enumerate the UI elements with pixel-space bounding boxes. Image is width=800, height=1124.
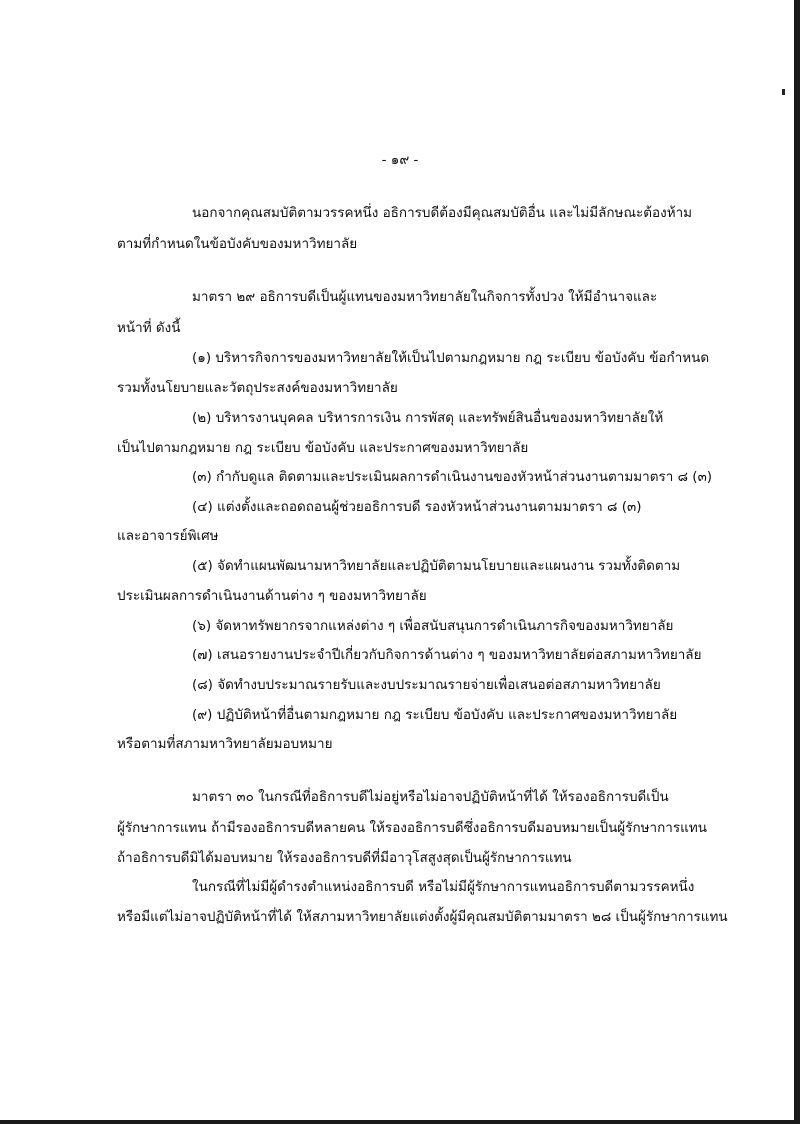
section-30-p2-line-2: หรือมีแต่ไม่อาจปฏิบัติหน้าที่ได้ ให้สภามหาวิทยาลัยแต่งตั้งผู้มีคุณสมบัติตามมาตรา ๒๘ เป็นผู้รักษาการแทน <box>117 909 728 925</box>
section-30-p1-line-2: ผู้รักษาการแทน ถ้ามีรองอธิการบดีหลายคน ให้รองอธิการบดีซึ่งอธิการบดีมอบหมายเป็นผู้รักษาการแทน <box>117 820 707 836</box>
section-29-item-8: (๘) จัดทำงบประมาณรายรับและงบประมาณรายจ่ายเพื่อเสนอต่อสภามหาวิทยาลัย <box>192 677 661 693</box>
intro-line-2: ตามที่กำหนดในข้อบังคับของมหาวิทยาลัย <box>117 236 358 252</box>
section-29-item-4-cont: และอาจารย์พิเศษ <box>117 528 219 544</box>
scan-edge-bottom <box>0 1120 800 1124</box>
section-29-item-4: (๔) แต่งตั้งและถอดถอนผู้ช่วยอธิการบดี รองหัวหน้าส่วนงานตามมาตรา ๘ (๓) <box>192 499 642 515</box>
scan-edge-right <box>794 0 800 1124</box>
section-29-item-6: (๖) จัดหาทรัพยากรจากแหล่งต่าง ๆ เพื่อสนับสนุนการดำเนินภารกิจของมหาวิทยาลัย <box>192 618 674 634</box>
section-29-item-7: (๗) เสนอรายงานประจำปีเกี่ยวกับกิจการด้านต่าง ๆ ของมหาวิทยาลัยต่อสภามหาวิทยาลัย <box>192 647 702 663</box>
section-29-item-5: (๕) จัดทำแผนพัฒนามหาวิทยาลัยและปฏิบัติตามนโยบายและแผนงาน รวมทั้งติดตาม <box>192 558 681 574</box>
section-29-item-2: (๒) บริหารงานบุคคล บริหารการเงิน การพัสดุ และทรัพย์สินอื่นของมหาวิทยาลัยให้ <box>192 410 664 426</box>
section-29-item-3: (๓) กำกับดูแล ติดตามและประเมินผลการดำเนินงานของหัวหน้าส่วนงานตามมาตรา ๘ (๓) <box>192 469 713 485</box>
section-29-item-2-cont: เป็นไปตามกฎหมาย กฎ ระเบียบ ข้อบังคับ และประกาศของมหาวิทยาลัย <box>117 440 529 456</box>
section-29-item-5-cont: ประเมินผลการดำเนินงานด้านต่าง ๆ ของมหาวิทยาลัย <box>117 588 427 604</box>
section-29-lead: มาตรา ๒๙ อธิการบดีเป็นผู้แทนของมหาวิทยาลัยในกิจการทั้งปวง ให้มีอำนาจและ <box>192 289 658 305</box>
section-29-item-9-cont: หรือตามที่สภามหาวิทยาลัยมอบหมาย <box>117 736 333 752</box>
page-number: - ๑๙ - <box>381 152 419 168</box>
section-30-p1-line-1: มาตรา ๓๐ ในกรณีที่อธิการบดีไม่อยู่หรือไม่อาจปฏิบัติหน้าที่ได้ ให้รองอธิการบดีเป็น <box>192 789 669 805</box>
section-29-item-1: (๑) บริหารกิจการของมหาวิทยาลัยให้เป็นไปตามกฎหมาย กฎ ระเบียบ ข้อบังคับ ข้อกำหนด <box>192 350 710 366</box>
section-30-p2-line-1: ในกรณีที่ไม่มีผู้ดำรงตำแหน่งอธิการบดี หรือไม่มีผู้รักษาการแทนอธิการบดีตามวรรคหนึ่ง <box>192 879 695 895</box>
section-29-item-9: (๙) ปฏิบัติหน้าที่อื่นตามกฎหมาย กฎ ระเบียบ ข้อบังคับ และประกาศของมหาวิทยาลัย <box>192 707 678 723</box>
scan-mark <box>782 89 785 95</box>
intro-line-1: นอกจากคุณสมบัติตามวรรคหนึ่ง อธิการบดีต้องมีคุณสมบัติอื่น และไม่มีลักษณะต้องห้าม <box>192 205 693 221</box>
section-29-item-1-cont: รวมทั้งนโยบายและวัตถุประสงค์ของมหาวิทยาลัย <box>117 380 398 396</box>
section-30-p1-line-3: ถ้าอธิการบดีมิได้มอบหมาย ให้รองอธิการบดีที่มีอาวุโสสูงสุดเป็นผู้รักษาการแทน <box>117 850 572 866</box>
section-29-lead-cont: หน้าที่ ดังนี้ <box>117 320 181 336</box>
